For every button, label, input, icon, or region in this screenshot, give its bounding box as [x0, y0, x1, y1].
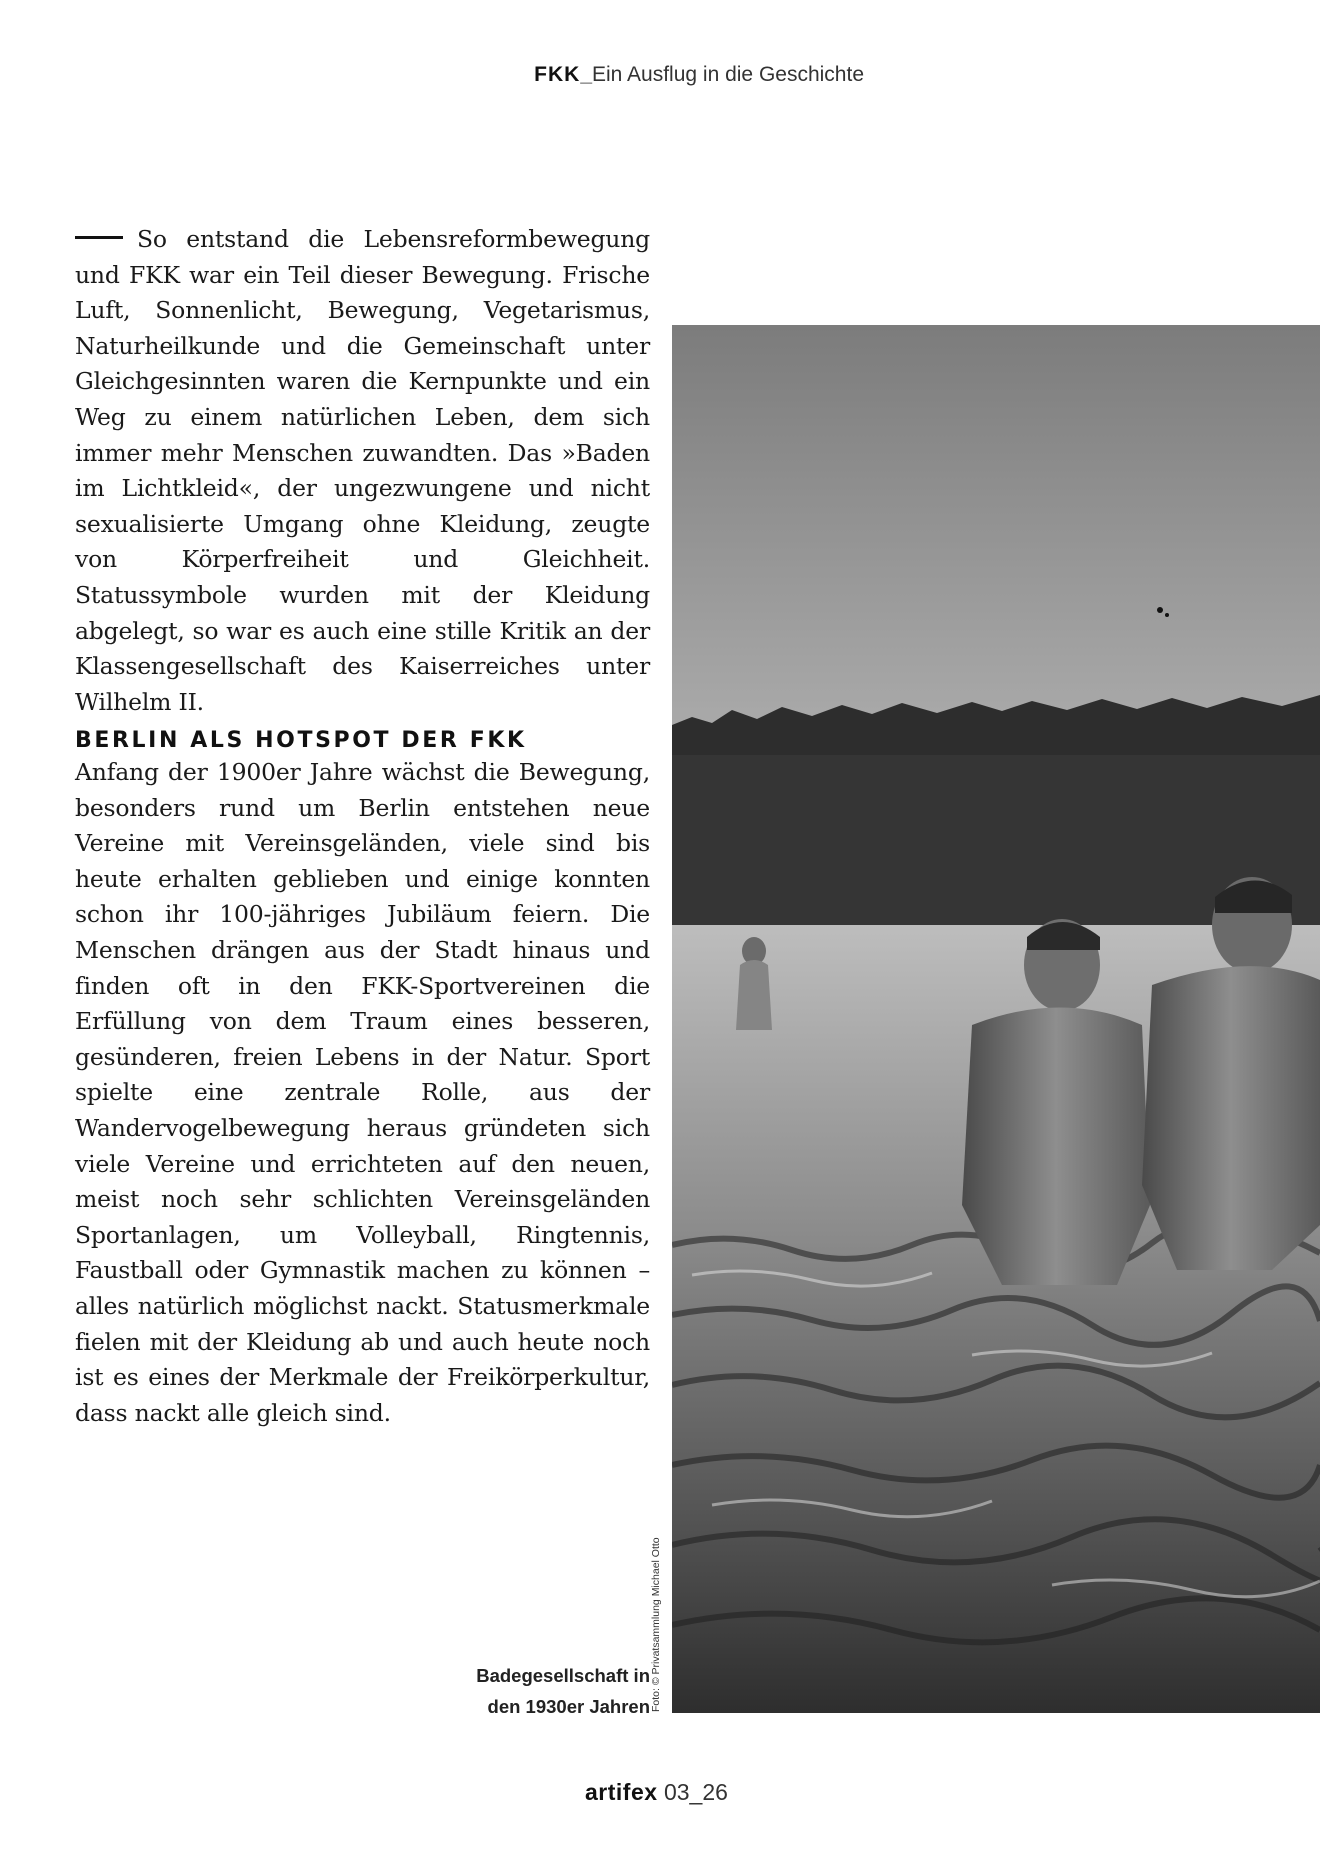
running-header — [364, 63, 864, 87]
footer-brand: artifex — [585, 1779, 658, 1805]
header-separator: _ — [580, 63, 592, 86]
subheading: BERLIN ALS HOTSPOT DER FKK — [75, 728, 527, 753]
page-footer — [585, 1779, 728, 1806]
footer-page: 26 — [702, 1779, 728, 1805]
caption-line-1: Badegesellschaft in — [476, 1665, 650, 1686]
paragraph-1 — [75, 222, 650, 720]
paragraph-dash — [75, 236, 123, 239]
body-column-top — [75, 222, 650, 720]
body-column-bottom — [75, 755, 650, 1431]
paragraph-2: Anfang der 1900er Jahre wächst die Bewegung, besonders rund um Berlin entstehen neue Vereine mit Vereinsgeländen, viele sind bis heute erhalten geblieben und einige konnten schon ihr 100-jähriges Jubiläum feiern. Die Menschen drängen aus der Stadt hinaus und finden oft in den FKK-Sportvereinen die Erfüllung von dem Traum eines besseren, gesünderen, freien Lebens in der Natur. Sport spielte eine zentrale Rolle, aus der Wandervogelbewegung heraus gründeten sich viele Vereine und errichteten auf den neuen, meist noch sehr schlichten Vereinsgeländen Sportanlagen, um Volleyball, Ringtennis, Faustball oder Gymnastik machen zu können – alles natürlich möglichst nackt. Statusmerkmale fielen mit der Kleidung ab und auch heute noch ist es eines der Merkmale der Freikörperkultur, dass nackt alle gleich sind. — [75, 758, 650, 1427]
footer-issue: 03 — [663, 1779, 690, 1805]
header-title: Ein Ausflug in die Geschichte — [592, 63, 864, 86]
photo-caption — [476, 1660, 650, 1722]
photo-credit: Foto: © Privatsammlung Michael Otto — [650, 1537, 662, 1712]
caption-line-2: den 1930er Jahren — [487, 1696, 650, 1717]
historic-photo — [672, 325, 1320, 1713]
footer-separator: _ — [689, 1779, 703, 1805]
paragraph-1-text: So entstand die Lebensreformbewegung und FKK war ein Teil dieser Bewegung. Frische Luft, Sonnenlicht, Bewegung, Vegetarismus, Naturheilkunde und die Gemeinschaft unter Gleichgesinnten waren die Kernpunkte und ein Weg zu einem natürlichen Leben, dem sich immer mehr Menschen zuwandten. Das »Baden im Lichtkleid«, der ungezwungene und nicht sexualisierte Umgang ohne Kleidung, zeugte von Körperfreiheit und Gleichheit. Statussymbole wurden mit der Kleidung abgelegt, so war es auch eine stille Kritik an der Klassengesellschaft des Kaiserreiches unter Wilhelm II. — [75, 225, 650, 716]
header-section: FKK — [534, 63, 581, 86]
